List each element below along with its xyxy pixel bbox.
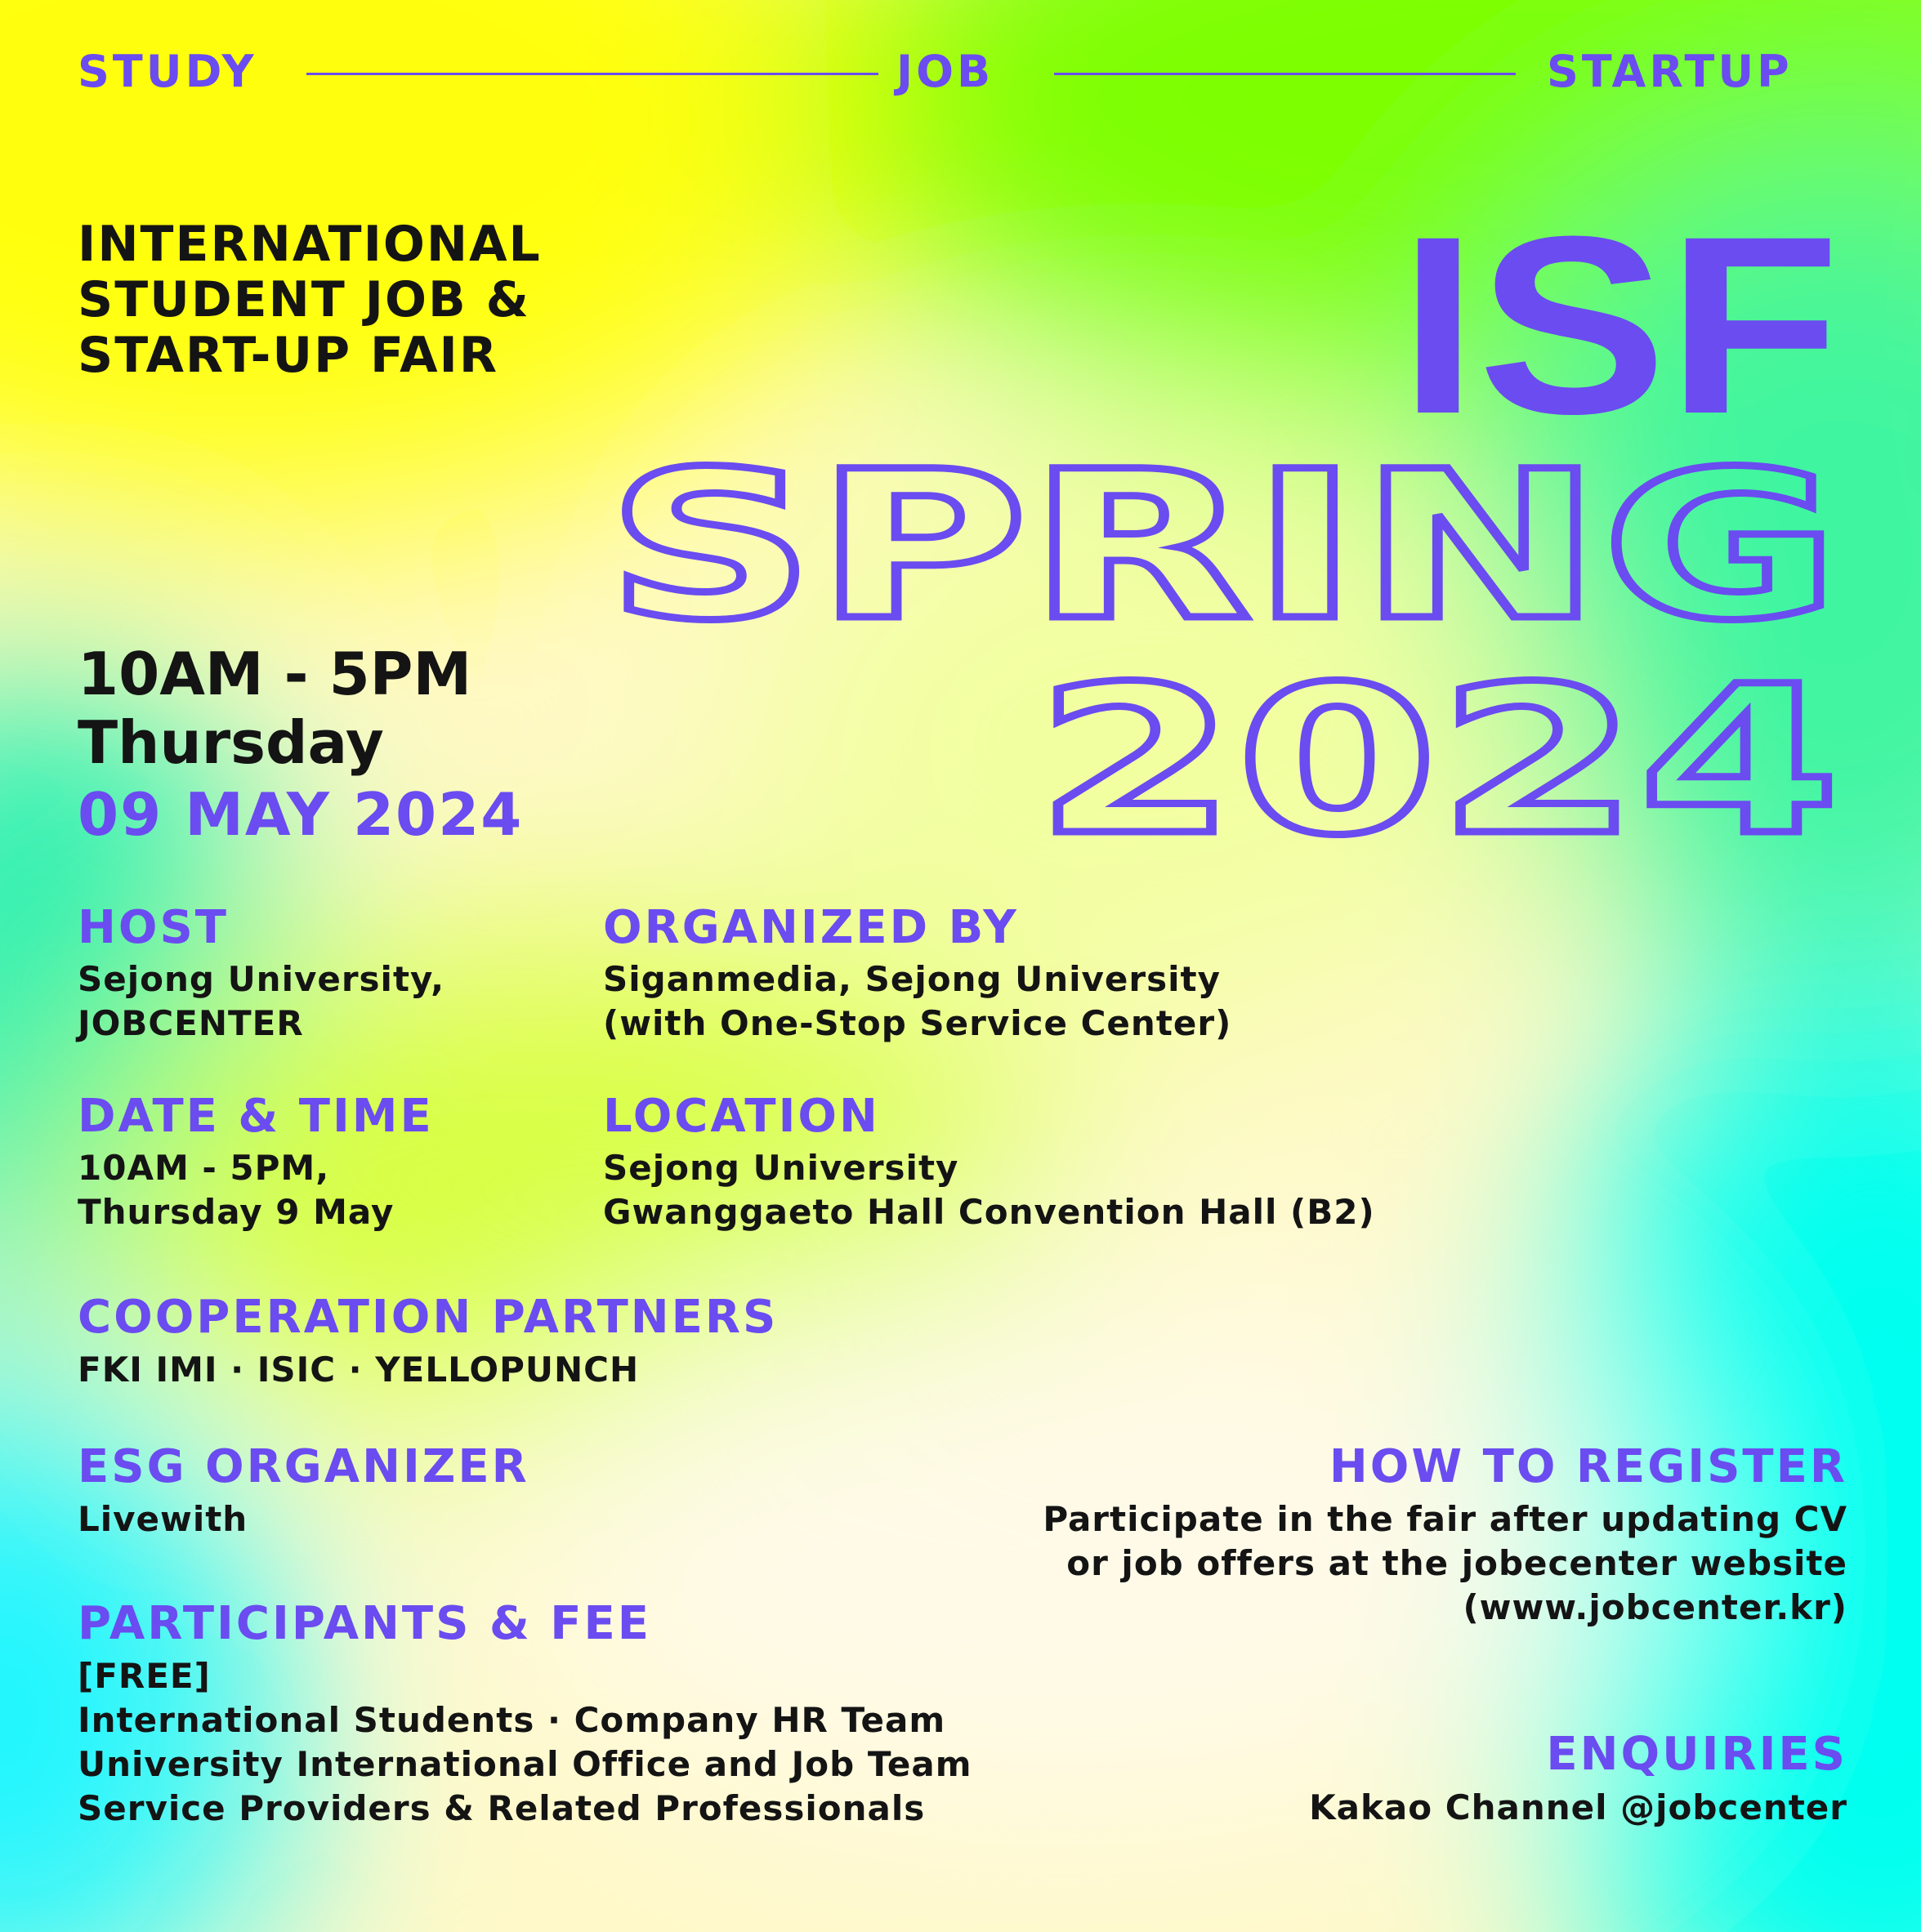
register-heading: HOW TO REGISTER [1329, 1440, 1847, 1493]
host-heading: HOST [78, 901, 230, 954]
location-heading: LOCATION [603, 1090, 880, 1143]
organized-line: Siganmedia, Sejong University [603, 959, 1221, 999]
register-line: (www.jobcenter.kr) [1463, 1587, 1847, 1627]
organized-heading: ORGANIZED BY [603, 901, 1019, 954]
participants-line: Service Providers & Related Professionals [78, 1788, 926, 1828]
esg-heading: ESG ORGANIZER [78, 1440, 529, 1493]
schedule-time: 10AM - 5PM [78, 640, 472, 708]
location-line: Sejong University [603, 1148, 959, 1188]
datetime-line: 10AM - 5PM, [78, 1148, 330, 1188]
esg-text: Livewith [78, 1499, 248, 1539]
headline-line: INTERNATIONAL [78, 216, 542, 273]
participants-line: International Students · Company HR Team [78, 1700, 946, 1740]
enquiries-text: Kakao Channel @jobcenter [1309, 1787, 1847, 1827]
schedule-date: 09 MAY 2024 [78, 780, 524, 849]
host-line: JOBCENTER [78, 1003, 304, 1043]
headline-line: START-UP FAIR [78, 327, 499, 384]
datetime-text [78, 1146, 394, 1234]
host-line: Sejong University, [78, 959, 445, 999]
logo-isf: ISF [1399, 183, 1840, 466]
partners-text: FKI IMI · ISIC · YELLOPUNCH [78, 1350, 640, 1390]
organized-text [603, 957, 1231, 1046]
schedule-day: Thursday [78, 708, 384, 777]
register-text [1043, 1497, 1847, 1630]
host-text [78, 957, 445, 1046]
nav-job: JOB [896, 46, 994, 97]
participants-text [78, 1654, 972, 1831]
datetime-line: Thursday 9 May [78, 1192, 395, 1232]
logo-year: 2024 [1035, 642, 1840, 880]
location-text [603, 1146, 1375, 1234]
participants-line: [FREE] [78, 1656, 211, 1696]
location-line: Gwanggaeto Hall Convention Hall (B2) [603, 1192, 1375, 1232]
participants-line: University International Office and Job Team [78, 1744, 972, 1784]
nav-study: STUDY [78, 46, 257, 97]
logo-spring: SPRING [606, 427, 1840, 665]
nav-startup: STARTUP [1547, 46, 1793, 97]
participants-heading: PARTICIPANTS & FEE [78, 1597, 652, 1650]
headline-line: STUDENT JOB & [78, 271, 530, 328]
datetime-heading: DATE & TIME [78, 1090, 434, 1143]
partners-heading: COOPERATION PARTNERS [78, 1291, 779, 1344]
register-line: Participate in the fair after updating CV [1043, 1499, 1847, 1539]
organized-line: (with One-Stop Service Center) [603, 1003, 1232, 1043]
enquiries-heading: ENQUIRIES [1546, 1728, 1847, 1781]
register-line: or job offers at the jobecenter website [1066, 1543, 1847, 1583]
